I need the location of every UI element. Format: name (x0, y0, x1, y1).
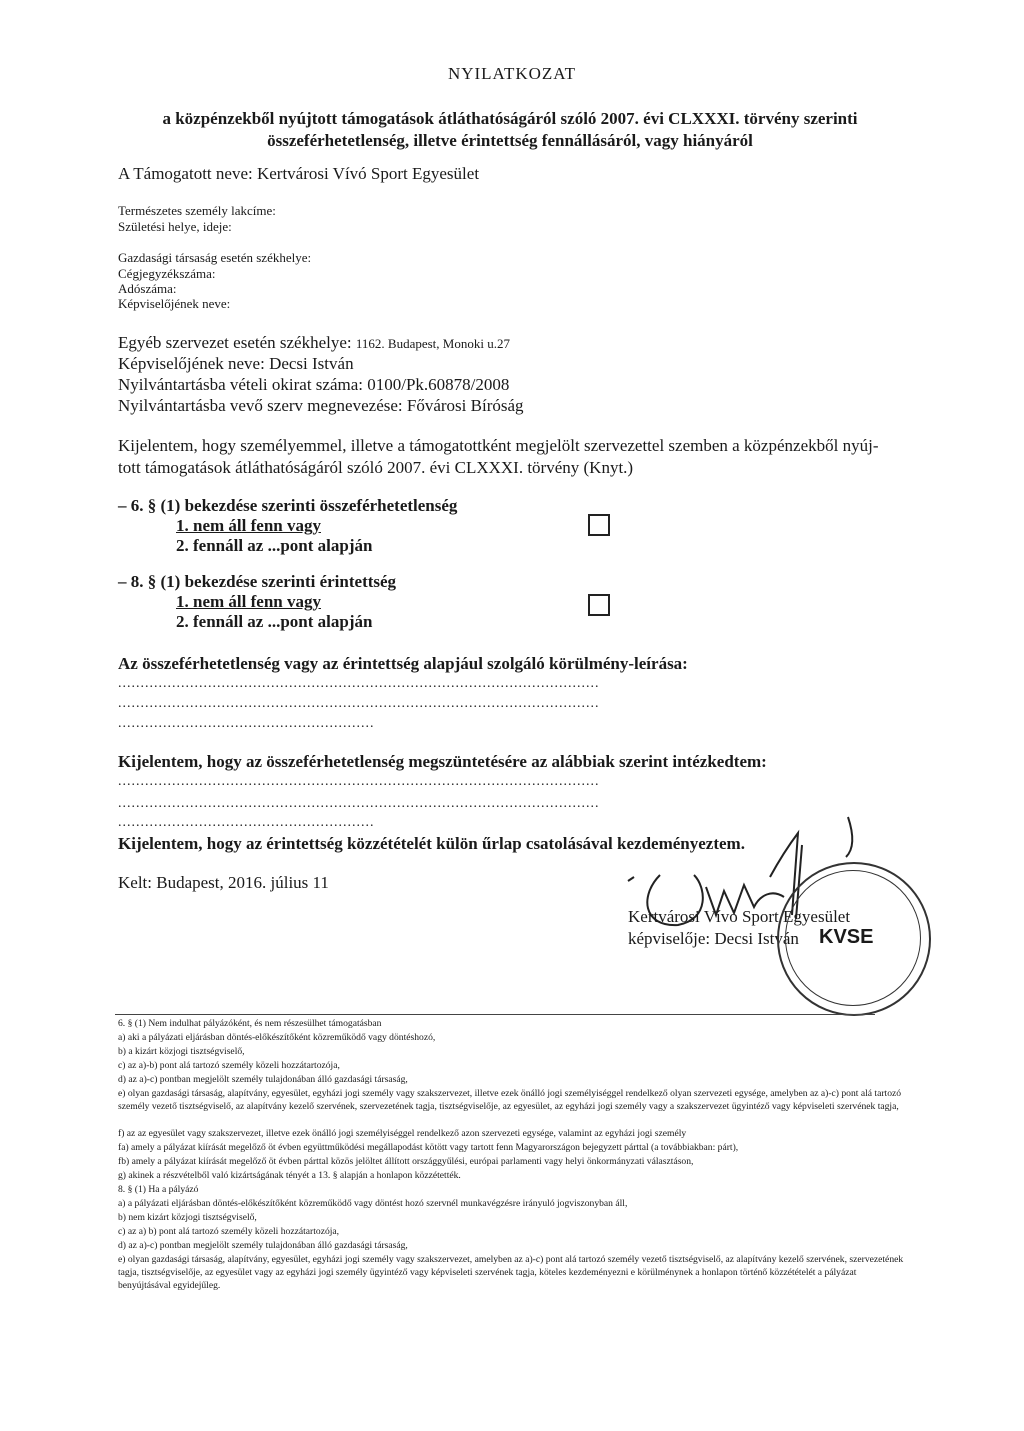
section-6-option-2: 2. fennáll az ...pont alapján (176, 536, 373, 555)
circumstance-line-1[interactable]: ........................................................................................................... (118, 676, 600, 691)
footnote-6g: g) akinek a részvételből való kizártságának tényét a 13. § alapján a honlapon közzétették. (118, 1170, 461, 1181)
other-org-reg-label: Nyilvántartásba vételi okirat száma: (118, 375, 363, 394)
footnote-6c: c) az a)-b) pont alá tartozó személy közeli hozzátartozója, (118, 1060, 340, 1071)
natural-person-address-label: Természetes személy lakcíme: (118, 203, 276, 218)
other-org-rep-row (118, 354, 354, 374)
other-org-authority-row (118, 396, 524, 416)
section-8-checkbox[interactable] (588, 594, 610, 616)
footnote-8a: a) a pályázati eljárásban döntés-előkészítőként közreműködő vagy döntést hozó szervnél munkavégzésre irányuló jogviszonyban áll, (118, 1198, 628, 1209)
other-org-authority-label: Nyilvántartásba vevő szerv megnevezése: (118, 396, 403, 415)
measures-line-2[interactable]: ........................................................................................................... (118, 796, 600, 811)
other-org-seat-label: Egyéb szervezet esetén székhelye: (118, 333, 352, 352)
footnote-6a: a) aki a pályázati eljárásban döntés-előkészítőként közreműködő vagy döntéshozó, (118, 1032, 436, 1043)
publication-statement: Kijelentem, hogy az érintettség közzétételét külön űrlap csatolásával kezdeményeztem. (118, 834, 745, 853)
signatory-rep: képviselője: Decsi István (628, 929, 799, 948)
section-6-option-1: 1. nem áll fenn vagy (176, 516, 321, 535)
circumstance-line-3[interactable]: ......................................................... (118, 716, 375, 731)
footnote-8e: e) olyan gazdasági társaság, alapítvány, egyesület, egyházi jogi személy vagy szakszervezet, amelyben az a)-c) pont alá tartozó személy vezető tisztségviselő, az alapítvány kezelő szervének, szervezetének tagja, tisztségviselője, az egyesület vagy az egyházi jogi személy ügyintéző vagy képviseleti szervének tagja, köteles kezdeményezni e körülménynek a honlapon történő közzétételét a pályázat benyújtásával egyidejűleg. (118, 1254, 904, 1291)
footnote-6fb: fb) amely a pályázat kiírását megelőző öt évben párttal közös jelöltet állított országgyűlési, európai parlamenti vagy helyi önkormányzati választáson, (118, 1156, 694, 1167)
supported-name-row (118, 164, 479, 184)
natural-person-birth-label: Születési helye, ideje: (118, 219, 232, 234)
footnote-6-intro: 6. § (1) Nem indulhat pályázóként, és nem részesülhet támogatásban (118, 1018, 382, 1029)
other-org-reg-value: 0100/Pk.60878/2008 (367, 375, 510, 394)
other-org-reg-row (118, 375, 509, 395)
other-org-authority-value: Fővárosi Bíróság (406, 396, 524, 415)
other-org-seat-row (118, 333, 510, 353)
company-seat-label: Gazdasági társaság esetén székhelye: (118, 250, 312, 265)
footnote-8c: c) az a) b) pont alá tartozó személy közeli hozzátartozója, (118, 1226, 340, 1237)
footnote-6f: f) az az egyesület vagy szakszervezet, illetve ezek önálló jogi személyiséggel rendelkező azon szervezeti egysége, valamint az egyházi jogi személy (118, 1128, 687, 1139)
organization-stamp (777, 862, 931, 1016)
footnote-6fa: fa) amely a pályázat kiírását megelőző öt évben együttműködési megállapodást kötött vagy tartott fenn Magyarországon bejegyzett párttal (a továbbiakban: párt), (118, 1142, 739, 1153)
place-date: Kelt: Budapest, 2016. július 11 (118, 873, 329, 892)
section-8-option-1: 1. nem áll fenn vagy (176, 592, 321, 611)
other-org-seat-value: 1162. Budapest, Monoki u.27 (355, 336, 510, 351)
other-org-rep-label: Képviselőjének neve: (118, 354, 265, 373)
footnote-8b: b) nem kizárt közjogi tisztségviselő, (118, 1212, 257, 1223)
footnote-8-intro: 8. § (1) Ha a pályázó (118, 1184, 199, 1195)
declaration-line-2: tott támogatások átláthatóságáról szóló 2007. évi CLXXXI. törvény (Knyt.) (118, 458, 634, 477)
measures-heading: Kijelentem, hogy az összeférhetetlenség megszüntetésére az alábbiak szerint intézkedtem: (118, 752, 767, 771)
circumstance-line-2[interactable]: ........................................................................................................... (118, 696, 600, 711)
supported-name-label: A Támogatott neve: (118, 164, 253, 183)
company-rep-label: Képviselőjének neve: (118, 296, 231, 311)
measures-line-1[interactable]: ........................................................................................................... (118, 774, 600, 789)
footnote-separator (115, 1014, 875, 1015)
company-tax-label: Adószáma: (118, 281, 177, 296)
document-title: NYILATKOZAT (447, 64, 577, 83)
section-6-checkbox[interactable] (588, 514, 610, 536)
circumstance-heading: Az összeférhetetlenség vagy az érintettség alapjául szolgáló körülmény-leírása: (118, 654, 688, 673)
measures-line-3[interactable]: ......................................................... (118, 815, 375, 830)
signatory-org: Kertvárosi Vívó Sport Egyesület (628, 907, 851, 926)
document-subtitle: a közpénzekből nyújtott támogatások átláthatóságáról szóló 2007. évi CLXXXI. törvény szerinti összeférhetetlenség, illetve érintettség fennállásáról, vagy hiányáról (162, 109, 858, 150)
company-registry-label: Cégjegyzékszáma: (118, 266, 216, 281)
footnote-6b: b) a kizárt közjogi tisztségviselő, (118, 1046, 245, 1057)
supported-name-value: Kertvárosi Vívó Sport Egyesület (256, 164, 480, 183)
stamp-abbreviation: KVSE (819, 926, 874, 948)
section-8-option-2: 2. fennáll az ...pont alapján (176, 612, 373, 631)
other-org-rep-value: Decsi István (269, 354, 354, 373)
footnote-6d: d) az a)-c) pontban megjelölt személy tulajdonában álló gazdasági társaság, (118, 1074, 408, 1085)
footnote-6e: e) olyan gazdasági társaság, alapítvány, egyesület, egyházi jogi személy vagy szakszervezet, illetve ezek önálló jogi személyiséggel rendelkező olyan szervezeti egysége, amelyben az a)-c) pont alá tartozó személy vezető tisztségviselő, az alapítvány kezelő szervének, szervezetének tagja, tisztségviselője, az egyesület, az egyházi jogi személy vagy a szakszervezet ügyintéző vagy képviseleti szervének tagja, (118, 1088, 902, 1112)
section-8-heading: – 8. § (1) bekezdése szerinti érintettség (118, 572, 397, 591)
section-6-heading: – 6. § (1) bekezdése szerinti összeférhetetlenség (118, 496, 458, 515)
footnote-8d: d) az a)-c) pontban megjelölt személy tulajdonában álló gazdasági társaság, (118, 1240, 408, 1251)
declaration-line-1: Kijelentem, hogy személyemmel, illetve a támogatottként megjelölt szervezettel szemben a közpénzekből nyúj- (118, 436, 879, 455)
